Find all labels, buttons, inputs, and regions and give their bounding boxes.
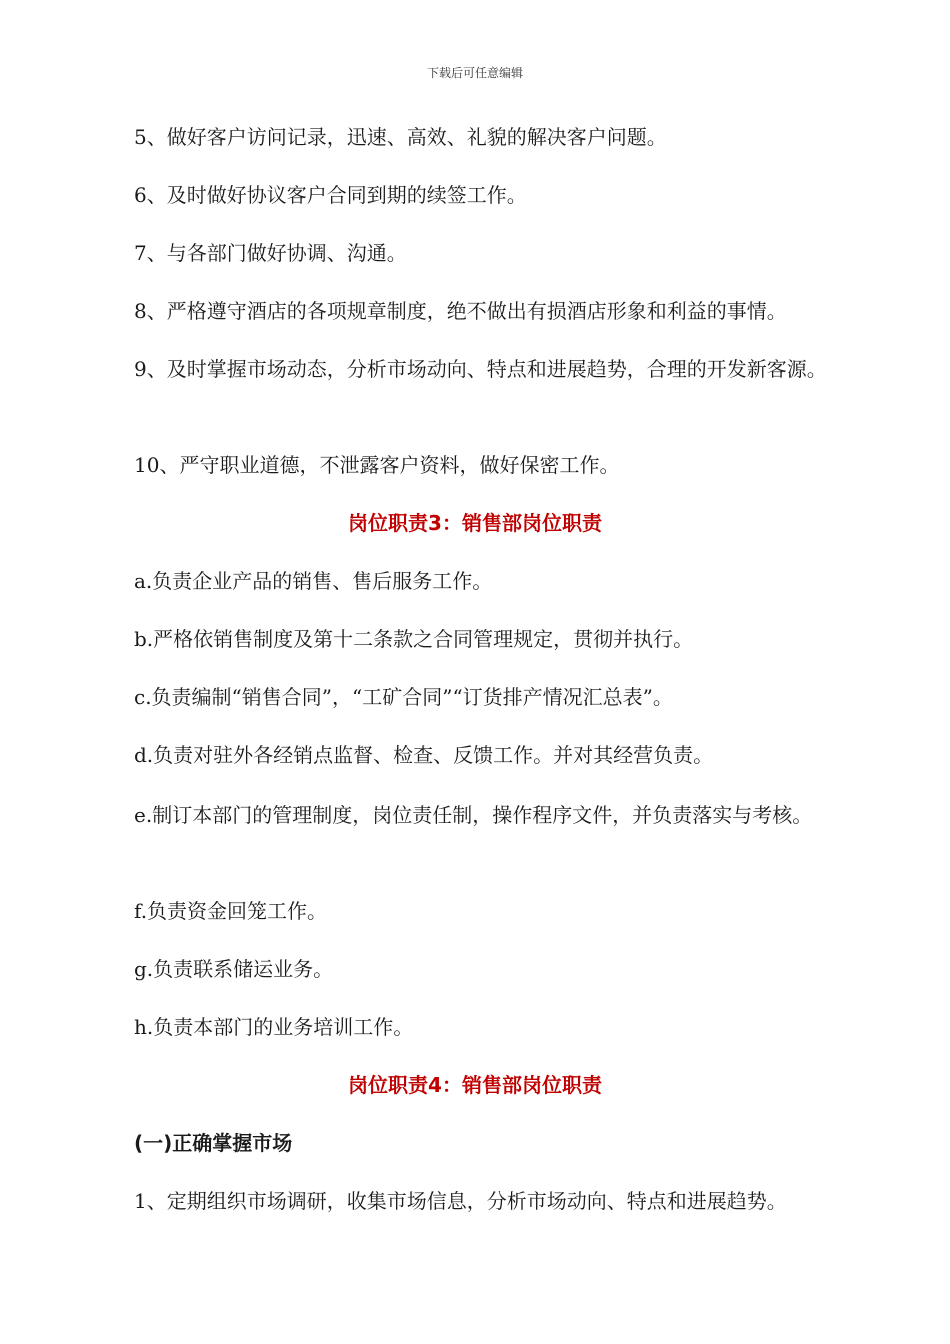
list-item: d.负责对驻外各经销点监督、检查、反馈工作。并对其经营负责。 — [134, 743, 714, 767]
list-item: 8、严格遵守酒店的各项规章制度，绝不做出有损酒店形象和利益的事情。 — [134, 299, 787, 323]
list-item: a.负责企业产品的销售、售后服务工作。 — [134, 569, 493, 593]
list-item: f.负责资金回笼工作。 — [134, 899, 328, 923]
page-header: 下载后可任意编辑 — [426, 66, 523, 80]
list-item: 1、定期组织市场调研，收集市场信息，分析市场动向、特点和进展趋势。 — [134, 1189, 787, 1213]
section-title: 岗位职责3：销售部岗位职责 — [348, 511, 602, 535]
list-item: b.严格依销售制度及第十二条款之合同管理规定，贯彻并执行。 — [134, 627, 694, 651]
subsection-title: (一)正确掌握市场 — [134, 1131, 293, 1155]
list-item: 10、严守职业道德，不泄露客户资料，做好保密工作。 — [134, 453, 620, 477]
list-item: e.制订本部门的管理制度，岗位责任制，操作程序文件，并负责落实与考核。 — [134, 803, 813, 827]
list-item: 9、及时掌握市场动态，分析市场动向、特点和进展趋势，合理的开发新客源。 — [134, 357, 827, 381]
list-item: 5、做好客户访问记录，迅速、高效、礼貌的解决客户问题。 — [134, 125, 667, 149]
list-item: c.负责编制“销售合同”，“工矿合同”“订货排产情况汇总表”。 — [134, 685, 673, 709]
list-item: 7、与各部门做好协调、沟通。 — [134, 241, 407, 265]
list-item: g.负责联系储运业务。 — [134, 957, 334, 981]
list-item: h.负责本部门的业务培训工作。 — [134, 1015, 414, 1039]
section-title: 岗位职责4：销售部岗位职责 — [348, 1073, 602, 1097]
list-item: 6、及时做好协议客户合同到期的续签工作。 — [134, 183, 527, 207]
